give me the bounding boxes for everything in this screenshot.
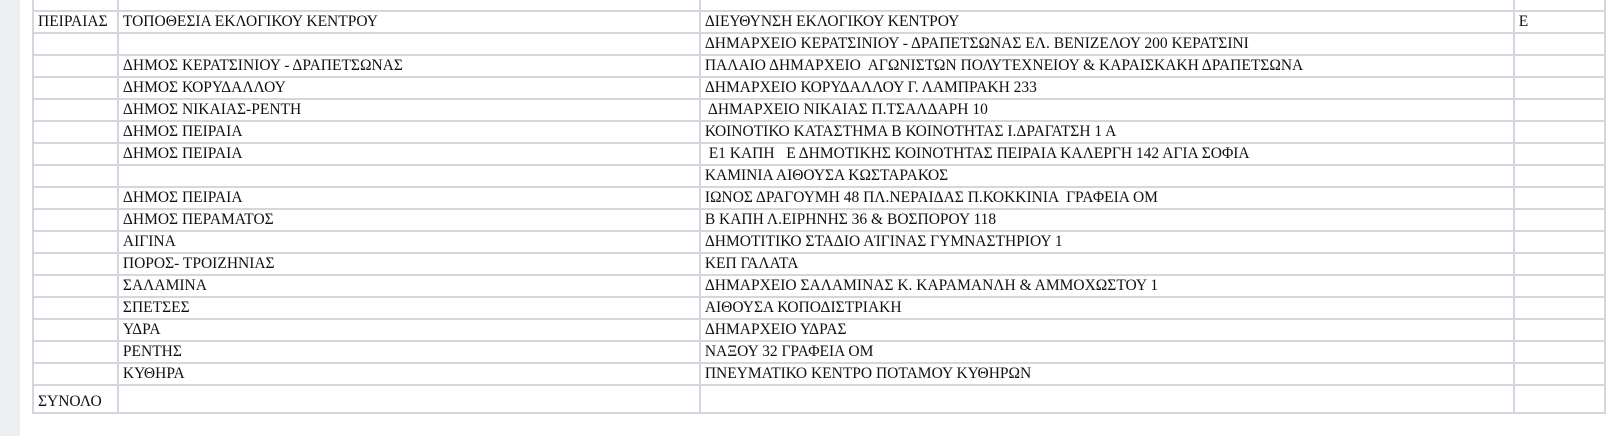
table-cell [118, 0, 700, 11]
address-cell: ΔΗΜΑΡΧΕΙΟ ΣΑΛΑΜΙΝΑΣ Κ. ΚΑΡΑΜΑΝΛΗ & ΑΜΜΟΧΩΣΤΟΥ 1 [700, 275, 1514, 297]
region-cell [33, 33, 118, 55]
address-cell: ΔΗΜΟΤΙΤΙΚΟ ΣΤΑΔΙΟ ΑΊΓΙΝΑΣ ΓΥΜΝΑΣΤΗΡΙΟΥ 1 [700, 231, 1514, 253]
address-cell: ΠΝΕΥΜΑΤΙΚΟ ΚΕΝΤΡΟ ΠΟΤΑΜΟΥ ΚΥΘΗΡΩΝ [700, 363, 1514, 385]
region-cell [33, 77, 118, 99]
location-cell: ΔΗΜΟΣ ΚΕΡΑΤΣΙΝΙΟΥ - ΔΡΑΠΕΤΣΩΝΑΣ [118, 55, 700, 77]
extra-cell [1514, 55, 1605, 77]
location-cell: ΔΗΜΟΣ ΠΕΙΡΑΙΑ [118, 187, 700, 209]
extra-cell [1514, 209, 1605, 231]
page-left-margin [0, 0, 20, 436]
region-cell [33, 341, 118, 363]
extra-cell [1514, 297, 1605, 319]
address-cell: ΠΑΛΑΙΟ ΔΗΜΑΡΧΕΙΟ ΑΓΩΝΙΣΤΩΝ ΠΟΛΥΤΕΧΝΕΙΟΥ & ΚΑΡΑΙΣΚΑΚΗ ΔΡΑΠΕΤΣΩΝΑ [700, 55, 1514, 77]
table-header-row [33, 11, 1605, 33]
region-cell [33, 187, 118, 209]
extra-cell [1514, 99, 1605, 121]
address-cell: ΔΗΜΑΡΧΕΙΟ ΝΙΚΑΙΑΣ Π.ΤΣΑΛΔΑΡΗ 10 [700, 99, 1514, 121]
table-row [33, 165, 1605, 187]
table-row [33, 55, 1605, 77]
address-cell: ΚΕΠ ΓΑΛΑΤΑ [700, 253, 1514, 275]
location-cell: ΑΙΓΙΝΑ [118, 231, 700, 253]
table-row [33, 253, 1605, 275]
address-cell: ΔΗΜΑΡΧΕΙΟ ΚΟΡΥΔΑΛΛΟΥ Γ. ΛΑΜΠΡΑΚΗ 233 [700, 77, 1514, 99]
extra-cell [1514, 231, 1605, 253]
region-cell [33, 143, 118, 165]
extra-cell [1514, 341, 1605, 363]
location-cell [118, 165, 700, 187]
table-row [33, 209, 1605, 231]
polling-centers-table [32, 0, 1606, 414]
table-row [33, 231, 1605, 253]
location-cell: ΔΗΜΟΣ ΠΕΙΡΑΙΑ [118, 121, 700, 143]
table-cell [118, 385, 700, 413]
extra-cell [1514, 143, 1605, 165]
table-row [33, 143, 1605, 165]
location-cell: ΠΟΡΟΣ- ΤΡΟΙΖΗΝΙΑΣ [118, 253, 700, 275]
table-row [33, 275, 1605, 297]
address-cell: ΙΩΝΟΣ ΔΡΑΓΟΥΜΗ 48 ΠΛ.ΝΕΡΑΙΔΑΣ Π.ΚΟΚΚΙΝΙΑ ΓΡΑΦΕΙΑ ΟΜ [700, 187, 1514, 209]
extra-cell [1514, 121, 1605, 143]
region-cell [33, 231, 118, 253]
location-cell: ΔΗΜΟΣ ΝΙΚΑΙΑΣ-ΡΕΝΤΗ [118, 99, 700, 121]
region-cell [33, 55, 118, 77]
table-row [33, 33, 1605, 55]
region-cell [33, 209, 118, 231]
table-row [33, 341, 1605, 363]
region-cell [33, 253, 118, 275]
table-row [33, 319, 1605, 341]
extra-cell [1514, 253, 1605, 275]
address-cell: Ε1 ΚΑΠΗ Ε ΔΗΜΟΤΙΚΗΣ ΚΟΙΝΟΤΗΤΑΣ ΠΕΙΡΑΙΑ ΚΑΛΕΡΓΗ 142 ΑΓΙΑ ΣΟΦΙΑ [700, 143, 1514, 165]
address-cell: Β ΚΑΠΗ Λ.ΕΙΡΗΝΗΣ 36 & ΒΟΣΠΟΡΟΥ 118 [700, 209, 1514, 231]
extra-header-cell: Ε [1514, 11, 1605, 33]
table-cell [700, 385, 1514, 413]
table-cell [1514, 0, 1605, 11]
table-row [33, 297, 1605, 319]
extra-cell [1514, 363, 1605, 385]
extra-cell [1514, 187, 1605, 209]
table-row [33, 187, 1605, 209]
address-cell: ΝΑΞΟΥ 32 ΓΡΑΦΕΙΑ ΟΜ [700, 341, 1514, 363]
table-cell [700, 0, 1514, 11]
table-cell [1514, 385, 1605, 413]
table-row [33, 121, 1605, 143]
region-header-cell: ΠΕΙΡΑΙΑΣ [33, 11, 118, 33]
extra-cell [1514, 319, 1605, 341]
region-cell [33, 275, 118, 297]
table-row [33, 77, 1605, 99]
table-row [33, 363, 1605, 385]
extra-cell [1514, 33, 1605, 55]
location-cell: ΣΠΕΤΣΕΣ [118, 297, 700, 319]
address-cell: ΑΙΘΟΥΣΑ ΚΟΠΟΔΙΣΤΡΙΑΚΗ [700, 297, 1514, 319]
location-cell: ΔΗΜΟΣ ΠΕΙΡΑΙΑ [118, 143, 700, 165]
location-cell: ΚΥΘΗΡΑ [118, 363, 700, 385]
extra-cell [1514, 165, 1605, 187]
location-cell: ΣΑΛΑΜΙΝΑ [118, 275, 700, 297]
region-cell [33, 121, 118, 143]
total-label-cell: ΣΥΝΟΛΟ [33, 385, 118, 413]
region-cell [33, 165, 118, 187]
extra-cell [1514, 275, 1605, 297]
location-cell [118, 33, 700, 55]
table-footer-row [33, 385, 1605, 413]
region-cell [33, 363, 118, 385]
location-cell: ΔΗΜΟΣ ΠΕΡΑΜΑΤΟΣ [118, 209, 700, 231]
table-cell [33, 0, 118, 11]
location-cell: ΔΗΜΟΣ ΚΟΡΥΔΑΛΛΟΥ [118, 77, 700, 99]
table-row [33, 99, 1605, 121]
region-cell [33, 319, 118, 341]
address-header-cell: ΔΙΕΥΘΥΝΣΗ ΕΚΛΟΓΙΚΟΥ ΚΕΝΤΡΟΥ [700, 11, 1514, 33]
address-cell: ΔΗΜΑΡΧΕΙΟ ΥΔΡΑΣ [700, 319, 1514, 341]
region-cell [33, 297, 118, 319]
location-cell: ΡΕΝΤΗΣ [118, 341, 700, 363]
table-row-top-partial [33, 0, 1605, 11]
location-cell: ΥΔΡΑ [118, 319, 700, 341]
location-header-cell: ΤΟΠΟΘΕΣΙΑ ΕΚΛΟΓΙΚΟΥ ΚΕΝΤΡΟΥ [118, 11, 700, 33]
extra-cell [1514, 77, 1605, 99]
address-cell: ΚΟΙΝΟΤΙΚΟ ΚΑΤΑΣΤΗΜΑ Β ΚΟΙΝΟΤΗΤΑΣ Ι.ΔΡΑΓΑΤΣΗ 1 Α [700, 121, 1514, 143]
region-cell [33, 99, 118, 121]
address-cell: ΔΗΜΑΡΧΕΙΟ ΚΕΡΑΤΣΙΝΙΟΥ - ΔΡΑΠΕΤΣΩΝΑΣ ΕΛ. ΒΕΝΙΖΕΛΟΥ 200 ΚΕΡΑΤΣΙΝΙ [700, 33, 1514, 55]
address-cell: ΚΑΜΙΝΙΑ ΑΙΘΟΥΣΑ ΚΩΣΤΑΡΑΚΟΣ [700, 165, 1514, 187]
